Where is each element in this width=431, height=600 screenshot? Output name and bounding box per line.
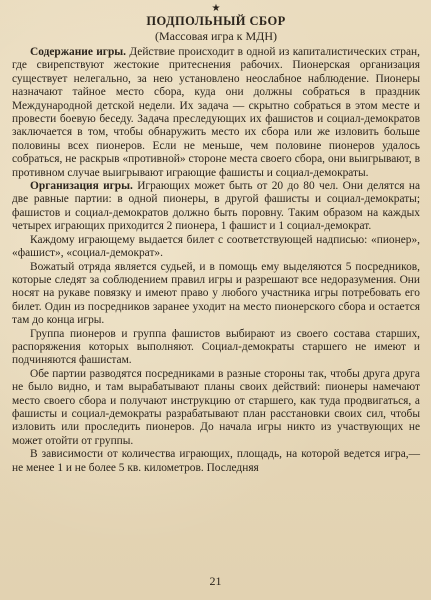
paragraph bbox=[12, 46, 420, 180]
paragraph bbox=[12, 234, 420, 261]
paragraph bbox=[12, 180, 420, 234]
paragraph bbox=[12, 368, 420, 448]
paragraph bbox=[12, 448, 420, 475]
paragraph-text: Каждому играющему выдается билет с соответствующей надписью: «пионер», «фашист», «социал-демократ». bbox=[12, 233, 420, 260]
paragraph-text: Играющих может быть от 20 до 80 чел. Они делятся на две равные партии: в одной пионеры, в другой фашисты и социал-демократы; фашистов и социал-демократов должно быть поровну. Таким образом на каждых четырех играющих приходится 2 пионера, 1 фашист и 1 социал-демократ. bbox=[12, 180, 420, 233]
page-content bbox=[12, 4, 420, 475]
page-title: ПОДПОЛЬНЫЙ СБОР bbox=[146, 14, 286, 28]
paragraph bbox=[12, 328, 420, 368]
page-subtitle: (Массовая игра к МДН) bbox=[154, 29, 277, 43]
page-number: 21 bbox=[209, 574, 222, 588]
paragraph-text: Вожатый отряда является судьей, и в помощь ему выделяются 5 посредников, которые следят за соблюдением правил игры и разрешают все недоразумения. Они носят на рукаве повязку и имеют право у любого участника игры потребовать его билет. Один из посредников заранее уходит на место пионерского сбора и остается там до конца игры. bbox=[12, 260, 420, 327]
star-icon: ★ bbox=[211, 3, 221, 14]
paragraph-text: Действие происходит в одной из капиталистических стран, где свирепствуют жестокие притеснения рабочих. Пионерская организация существует нелегально, за нею установлено неослабное наблюдение. Пионеры назначают тайное место сбора, куда они должны собраться в праздник Международной детской недели. Их задача — скрытно собраться в этом месте и провести боевую беседу. Задача преследующих их фашистов и социал-демократов заключается в том, чтобы обнаружить место их сбора или же изловить больше половины всех пионеров. Если не меньше, чем половине пионеров удалось собраться, не раскрыв «противной» стороне места своего сбора, они выигрывают, в противном случае выигрывают играющие фашисты и социал-демократы. bbox=[12, 46, 420, 179]
paragraph-lead: Организация игры. bbox=[30, 180, 133, 193]
paragraph-text: Группа пионеров и группа фашистов выбирают из своего состава старших, распоряжения которых выполняют. Социал-демократы старшего не имеют и подчиняются фашистам. bbox=[12, 327, 420, 367]
paragraph bbox=[12, 261, 420, 328]
paragraph-text: В зависимости от количества играющих, площадь, на которой ведется игра,— не менее 1 и не более 5 кв. километров. Последняя bbox=[12, 448, 420, 474]
paragraph-lead: Содержание игры. bbox=[30, 46, 127, 58]
paragraph-text: Обе партии разводятся посредниками в разные стороны так, чтобы друга друга не было видно, и там вырабатывают планы своих действий: пионеры намечают место своего сбора и получают инструкцию от старшего, как туда продвигаться, а фашисты и социал-демократы разрабатывают план расстановки своих сил, чтобы изловить или проследить пионеров. До начала игры никто из участвующих не может отойти от группы. bbox=[12, 367, 420, 447]
